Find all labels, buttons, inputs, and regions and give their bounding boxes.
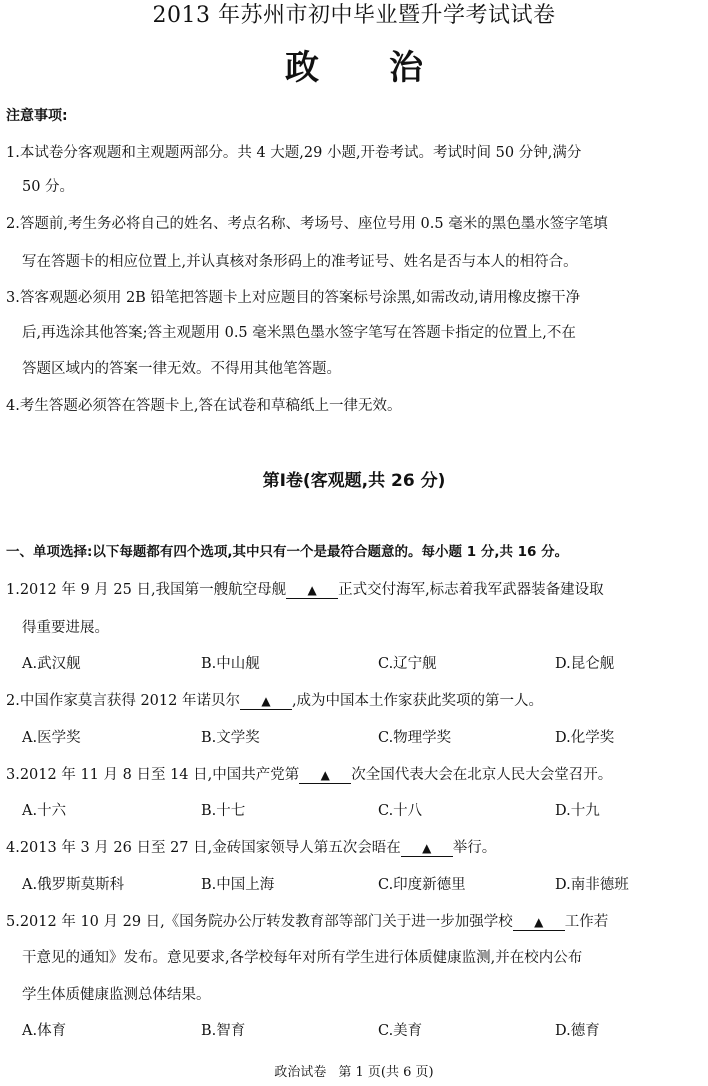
notice-line: 50 分。 bbox=[22, 179, 75, 195]
answer-blank: ▲ bbox=[286, 582, 338, 599]
notice-title: 注意事项: bbox=[6, 108, 68, 124]
option-b: B.十七 bbox=[201, 803, 246, 819]
subject-title: 政治 bbox=[285, 48, 493, 88]
option-a: A.武汉舰 bbox=[22, 656, 81, 672]
notice-line: 答题区域内的答案一律无效。不得用其他笔答题。 bbox=[22, 361, 341, 377]
question-text: 3.2012 年 11 月 8 日至 14 日,中国共产党第 bbox=[6, 767, 300, 783]
option-a: A.医学奖 bbox=[22, 730, 81, 746]
answer-blank: ▲ bbox=[401, 840, 453, 857]
option-c: C.物理学奖 bbox=[378, 730, 452, 746]
option-d: D.南非德班 bbox=[555, 877, 629, 893]
question-text: 得重要进展。 bbox=[22, 620, 109, 636]
question-text: 举行。 bbox=[452, 840, 497, 856]
question-text: 学生体质健康监测总体结果。 bbox=[22, 987, 211, 1003]
option-c: C.辽宁舰 bbox=[378, 656, 437, 672]
option-b: B.中山舰 bbox=[201, 656, 260, 672]
question-1 bbox=[6, 580, 604, 600]
option-b: B.中国上海 bbox=[201, 877, 275, 893]
option-a: A.俄罗斯莫斯科 bbox=[22, 877, 125, 893]
option-a: A.体育 bbox=[22, 1023, 67, 1039]
option-d: D.十九 bbox=[555, 803, 600, 819]
part-heading: 一、单项选择:以下每题都有四个选项,其中只有一个是最符合题意的。每小题 1 分,共 16 分。 bbox=[6, 544, 569, 560]
footer-subject: 政治试卷 bbox=[274, 1065, 327, 1080]
option-c: C.印度新德里 bbox=[378, 877, 466, 893]
option-d: D.昆仑舰 bbox=[555, 656, 615, 672]
page-footer bbox=[0, 1064, 708, 1082]
option-c: C.十八 bbox=[378, 803, 423, 819]
question-text: 干意见的通知》发布。意见要求,各学校每年对所有学生进行体质健康监测,并在校内公布 bbox=[22, 950, 583, 966]
answer-blank: ▲ bbox=[513, 914, 565, 931]
answer-blank: ▲ bbox=[240, 693, 292, 710]
option-b: B.文学奖 bbox=[201, 730, 260, 746]
question-5 bbox=[6, 912, 608, 932]
option-a: A.十六 bbox=[22, 803, 67, 819]
question-text: ,成为中国本土作家获此奖项的第一人。 bbox=[291, 693, 544, 709]
question-4 bbox=[6, 838, 496, 858]
question-text: 2.中国作家莫言获得 2012 年诺贝尔 bbox=[6, 693, 240, 709]
exam-title: 2013 年苏州市初中毕业暨升学考试试卷 bbox=[152, 3, 556, 28]
answer-blank: ▲ bbox=[299, 767, 351, 784]
notice-line: 3.答客观题必须用 2B 铅笔把答题卡上对应题目的答案标号涂黑,如需改动,请用橡皮擦干净 bbox=[6, 290, 581, 306]
section-heading: 第Ⅰ卷(客观题,共 26 分) bbox=[262, 471, 446, 491]
notice-line: 写在答题卡的相应位置上,并认真核对条形码上的准考证号、姓名是否与本人的相符合。 bbox=[22, 254, 578, 270]
notice-line: 1.本试卷分客观题和主观题两部分。共 4 大题,29 小题,开卷考试。考试时间 50 分钟,满分 bbox=[6, 145, 582, 161]
question-3 bbox=[6, 765, 612, 785]
question-text: 正式交付海军,标志着我军武器装备建设取 bbox=[338, 582, 604, 598]
option-d: D.化学奖 bbox=[555, 730, 615, 746]
question-text: 1.2012 年 9 月 25 日,我国第一艘航空母舰 bbox=[6, 582, 287, 598]
question-text: 5.2012 年 10 月 29 日,《国务院办公厅转发教育部等部门关于进一步加强学校 bbox=[6, 914, 513, 930]
question-text: 次全国代表大会在北京人民大会堂召开。 bbox=[351, 767, 613, 783]
notice-line: 4.考生答题必须答在答题卡上,答在试卷和草稿纸上一律无效。 bbox=[6, 398, 402, 414]
notice-line: 后,再选涂其他答案;答主观题用 0.5 毫米黑色墨水签字笔写在答题卡指定的位置上,不在 bbox=[22, 325, 576, 341]
question-text: 4.2013 年 3 月 26 日至 27 日,金砖国家领导人第五次会晤在 bbox=[6, 840, 401, 856]
question-2 bbox=[6, 691, 543, 711]
notice-line: 2.答题前,考生务必将自己的姓名、考点名称、考场号、座位号用 0.5 毫米的黑色墨水签字笔填 bbox=[6, 216, 608, 232]
footer-page-number: 第 1 页(共 6 页) bbox=[338, 1065, 434, 1080]
question-text: 工作若 bbox=[564, 914, 609, 930]
option-d: D.德育 bbox=[555, 1023, 600, 1039]
option-b: B.智育 bbox=[201, 1023, 246, 1039]
option-c: C.美育 bbox=[378, 1023, 423, 1039]
